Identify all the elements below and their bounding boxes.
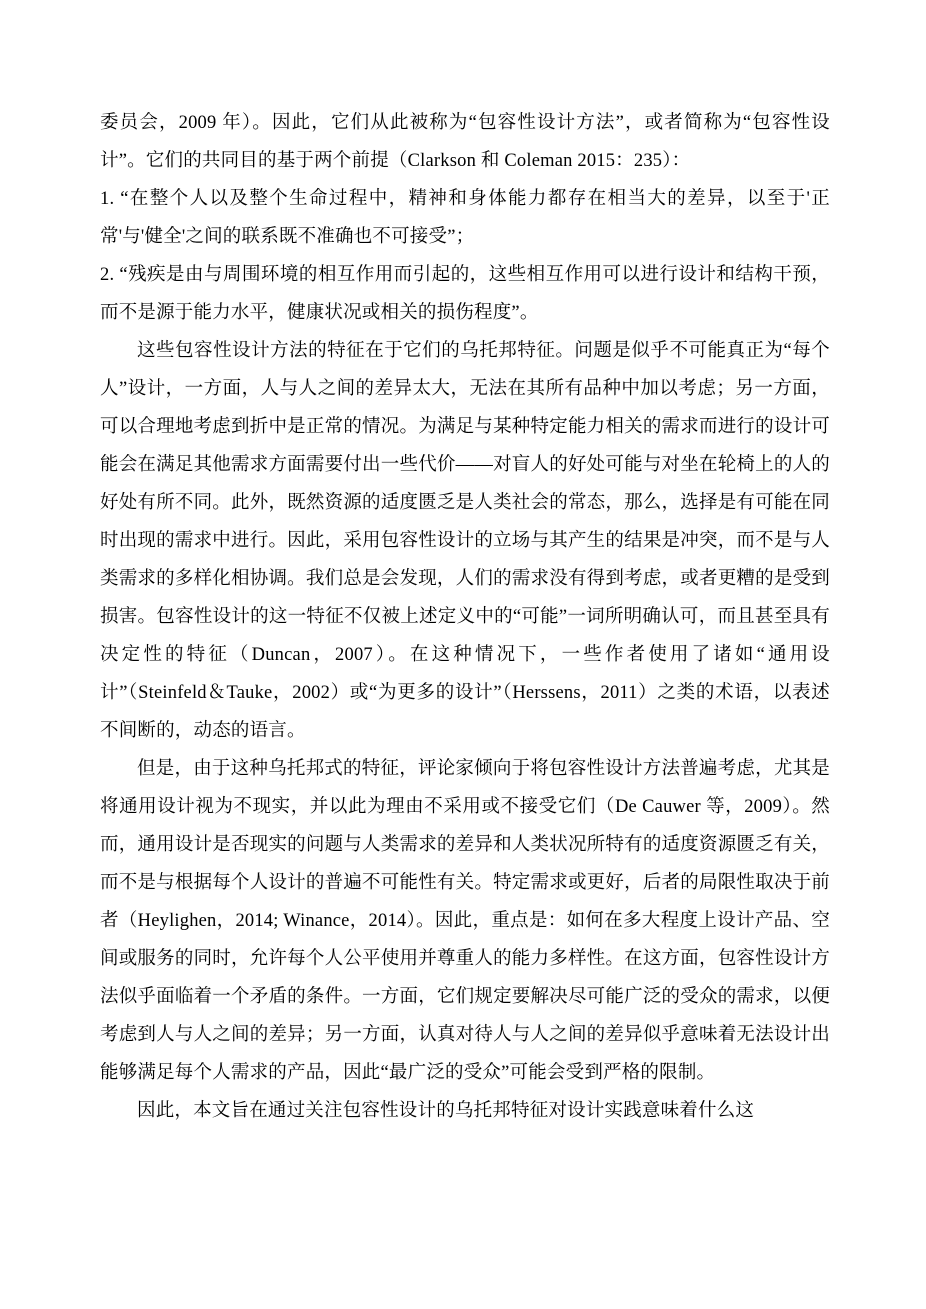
paragraph-3: 但是，由于这种乌托邦式的特征，评论家倾向于将包容性设计方法普遍考虑，尤其是将通用设计视为不现实，并以此为理由不采用或不接受它们（De Cauwer 等，2009）。然而，通用设计是否现实的问题与人类需求的差异和人类状况所特有的适度资源匮乏有关，而不是与根据每个人设计的普遍不可能性有关。特定需求或更好，后者的局限性取决于前者（Heylighen，2014; Winance，2014）。因此，重点是：如何在多大程度上设计产品、空间或服务的同时，允许每个人公平使用并尊重人的能力多样性。在这方面，包容性设计方法似乎面临着一个矛盾的条件。一方面，它们规定要解决尽可能广泛的受众的需求，以便考虑到人与人之间的差异；另一方面，认真对待人与人之间的差异似乎意味着无法设计出能够满足每个人需求的产品，因此“最广泛的受众”可能会受到严格的限制。 [100,759,830,1083]
paragraph-2: 这些包容性设计方法的特征在于它们的乌托邦特征。问题是似乎不可能真正为“每个人”设计，一方面，人与人之间的差异太大，无法在其所有品种中加以考虑；另一方面，可以合理地考虑到折中是正常的情况。为满足与某种特定能力相关的需求而进行的设计可能会在满足其他需求方面需要付出一些代价——对盲人的好处可能与对坐在轮椅上的人的好处有所不同。此外，既然资源的适度匮乏是人类社会的常态，那么，选择是有可能在同时出现的需求中进行。因此，采用包容性设计的立场与其产生的结果是冲突，而不是与人类需求的多样化相协调。我们总是会发现，人们的需求没有得到考虑，或者更糟的是受到损害。包容性设计的这一特征不仅被上述定义中的“可能”一词所明确认可，而且甚至具有决定性的特征（Duncan，2007）。在这种情况下，一些作者使用了诸如“通用设计”（Steinfeld＆Tauke，2002）或“为更多的设计”（Herssens，2011）之类的术语，以表述不间断的，动态的语言。 [100,341,830,741]
document-body [100,104,830,1130]
numbered-list-item-1: 1. “在整个人以及整个生命过程中，精神和身体能力都存在相当大的差异，以至于'正常'与'健全'之间的联系既不准确也不可接受”； [100,189,830,247]
paragraph-1: 委员会，2009 年）。因此，它们从此被称为“包容性设计方法”，或者简称为“包容性设计”。它们的共同目的基于两个前提（Clarkson 和 Coleman 2015：235）： [100,113,830,171]
paragraph-4: 因此，本文旨在通过关注包容性设计的乌托邦特征对设计实践意味着什么这 [137,1101,755,1121]
numbered-list-item-2: 2. “残疾是由与周围环境的相互作用而引起的，这些相互作用可以进行设计和结构干预，而不是源于能力水平，健康状况或相关的损伤程度”。 [100,265,830,323]
